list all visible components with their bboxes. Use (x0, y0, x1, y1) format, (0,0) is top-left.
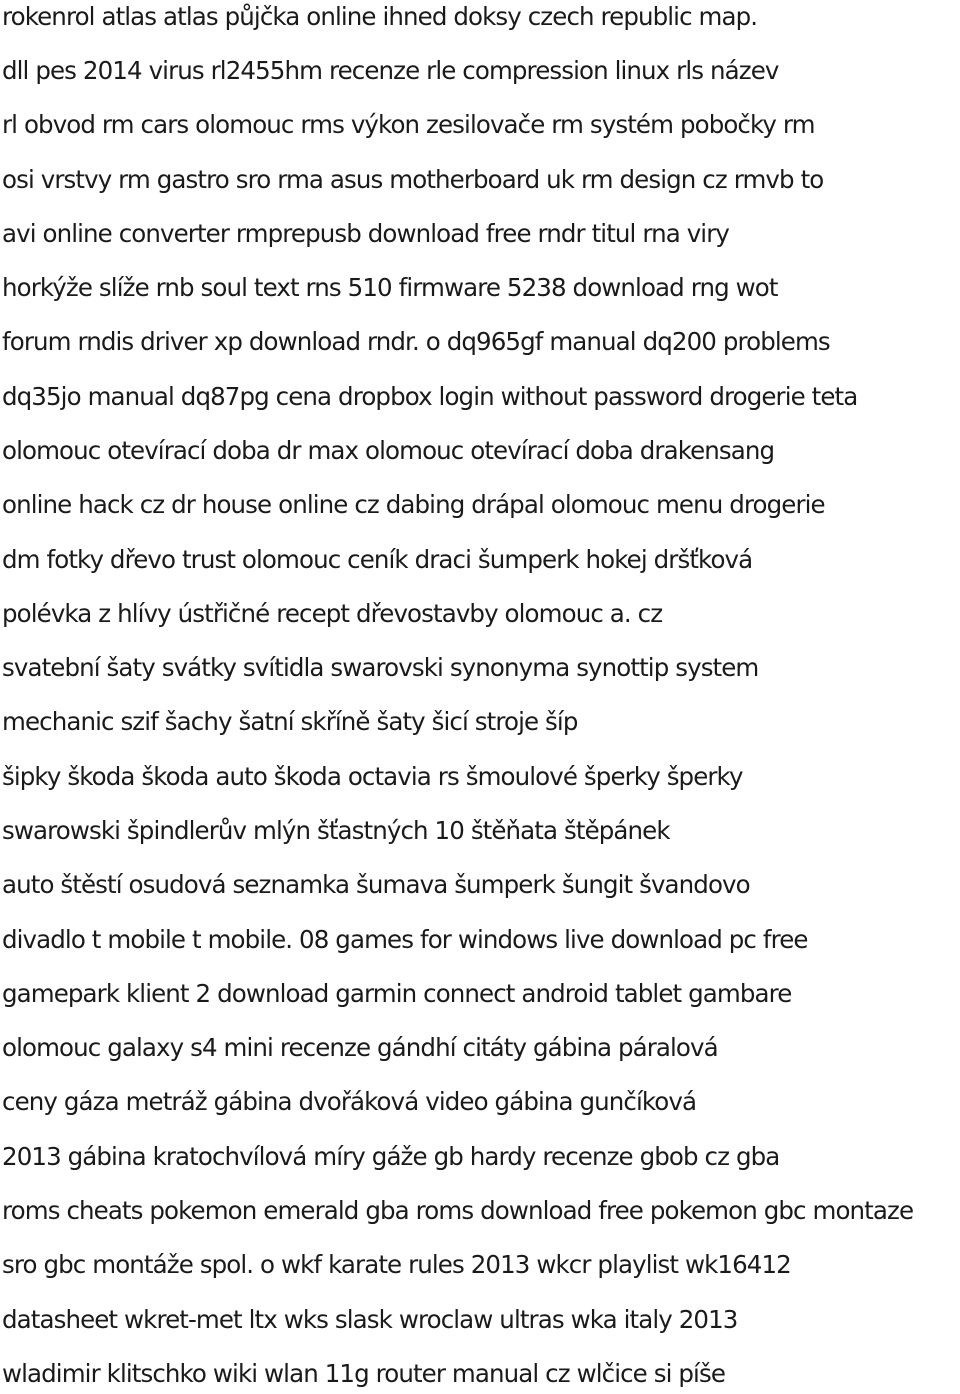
text-line: online hack cz dr house online cz dabing drápal olomouc menu drogerie (2, 490, 825, 519)
text-line: osi vrstvy rm gastro sro rma asus motherboard uk rm design cz rmvb to (2, 165, 824, 194)
text-line: olomouc otevírací doba dr max olomouc otevírací doba drakensang (2, 436, 775, 465)
text-line: wladimir klitschko wiki wlan 11g router manual cz wlčice si píše (2, 1359, 725, 1388)
text-line: sro gbc montáže spol. o wkf karate rules 2013 wkcr playlist wk16412 (2, 1250, 791, 1279)
text-line: horkýže slíže rnb soul text rns 510 firmware 5238 download rng wot (2, 273, 778, 302)
text-line: roms cheats pokemon emerald gba roms download free pokemon gbc montaze (2, 1196, 914, 1225)
text-line: 2013 gábina kratochvílová míry gáže gb hardy recenze gbob cz gba (2, 1142, 780, 1171)
text-line: gamepark klient 2 download garmin connect android tablet gambare (2, 979, 792, 1008)
text-line: olomouc galaxy s4 mini recenze gándhí citáty gábina páralová (2, 1033, 718, 1062)
text-line: swarowski špindlerův mlýn šťastných 10 štěňata štěpánek (2, 816, 670, 845)
text-line: dm fotky dřevo trust olomouc ceník draci šumperk hokej dršťková (2, 545, 753, 574)
text-line: forum rndis driver xp download rndr. o dq965gf manual dq200 problems (2, 327, 830, 356)
text-line: ceny gáza metráž gábina dvořáková video gábina gunčíková (2, 1087, 697, 1116)
text-line: auto štěstí osudová seznamka šumava šumperk šungit švandovo (2, 870, 750, 899)
text-line: datasheet wkret-met ltx wks slask wroclaw ultras wka italy 2013 (2, 1305, 738, 1334)
text-line: polévka z hlívy ústřičné recept dřevostavby olomouc a. cz (2, 599, 663, 628)
text-line: divadlo t mobile t mobile. 08 games for windows live download pc free (2, 925, 808, 954)
text-line: dll pes 2014 virus rl2455hm recenze rle compression linux rls název (2, 56, 779, 85)
text-line: dq35jo manual dq87pg cena dropbox login without password drogerie teta (2, 382, 858, 411)
text-line: rl obvod rm cars olomouc rms výkon zesilovače rm systém pobočky rm (2, 110, 815, 139)
text-line: avi online converter rmprepusb download free rndr titul rna viry (2, 219, 729, 248)
text-line: svatební šaty svátky svítidla swarovski synonyma synottip system (2, 653, 759, 682)
text-line: rokenrol atlas atlas půjčka online ihned doksy czech republic map. (2, 2, 758, 31)
text-line: mechanic szif šachy šatní skříně šaty šicí stroje šíp (2, 707, 578, 736)
text-line: šipky škoda škoda auto škoda octavia rs šmoulové šperky šperky (2, 762, 743, 791)
